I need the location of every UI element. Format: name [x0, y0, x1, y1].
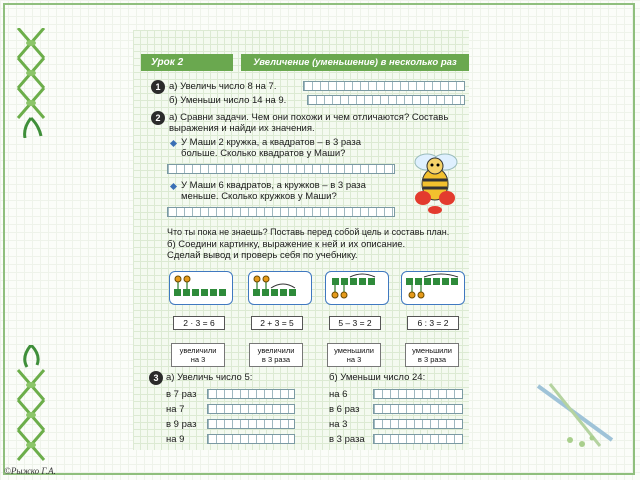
- task-3a-item-4: на 9: [166, 434, 185, 445]
- description-card-3[interactable]: [327, 343, 381, 367]
- task-2-intro-1: а) Сравни задачи. Чем они похожи и чем отличаются? Составь: [169, 112, 449, 123]
- left-vine-bottom-decoration: [14, 345, 48, 465]
- task-3b-item-2: в 6 раз: [329, 404, 360, 415]
- expression-card-3[interactable]: 5 – 3 = 2: [329, 316, 381, 330]
- problem-2-line-2: меньше. Сколько кружков у Маши?: [181, 191, 337, 202]
- description-card-2[interactable]: [249, 343, 303, 367]
- lesson-label: Урок 2: [141, 54, 233, 71]
- task-3b-answer-4[interactable]: [373, 434, 463, 444]
- description-2-line-2: в 3 раза: [261, 355, 291, 364]
- plan-instruction: Что ты пока не знаешь? Поставь перед собой цель и составь план.: [167, 227, 450, 237]
- part-b-line-1: б) Соедини картинку, выражение к ней и их описание.: [167, 239, 406, 250]
- description-3-line-1: уменьшили: [334, 346, 374, 355]
- task-2-intro-2: выражения и найди их значения.: [169, 123, 315, 134]
- task-3a-answer-3[interactable]: [207, 419, 295, 429]
- problem-1-line-1: У Маши 2 кружка, а квадратов – в 3 раза: [181, 137, 361, 148]
- task-3a-item-1: в 7 раз: [166, 389, 197, 400]
- task-3b-item-3: на 3: [329, 419, 348, 430]
- expression-card-4[interactable]: 6 : 3 = 2: [407, 316, 459, 330]
- circles-squares-picture-4: [402, 272, 464, 304]
- description-card-1[interactable]: [171, 343, 225, 367]
- problem-2-line-1: У Маши 6 квадратов, а кружков – в 3 раза: [181, 180, 366, 191]
- task-3b-answer-3[interactable]: [373, 419, 463, 429]
- task-3b-item-1: на 6: [329, 389, 348, 400]
- problem-1-line-2: больше. Сколько квадратов у Маши?: [181, 148, 346, 159]
- problem-2-answer-cells[interactable]: [167, 207, 395, 217]
- description-1-line-1: увеличили: [179, 346, 217, 355]
- picture-card-1[interactable]: [169, 271, 233, 305]
- task-3b-answer-2[interactable]: [373, 404, 463, 414]
- description-4-line-2: в 3 раза: [417, 355, 447, 364]
- picture-card-2[interactable]: [248, 271, 312, 305]
- bee-character-illustration: [405, 148, 465, 218]
- task-2-number: 2: [151, 111, 165, 125]
- problem-2-bullet: [170, 183, 177, 190]
- task-1a-answer-cells[interactable]: [303, 81, 465, 91]
- expression-card-2[interactable]: 2 + 3 = 5: [251, 316, 303, 330]
- pencils-decoration: [530, 380, 620, 450]
- task-1-line-b: б) Уменьши число 14 на 9.: [169, 95, 287, 106]
- description-card-4[interactable]: [405, 343, 459, 367]
- circles-squares-picture-3: [326, 272, 388, 304]
- task-1b-answer-cells[interactable]: [307, 95, 465, 105]
- task-3b-answer-1[interactable]: [373, 389, 463, 399]
- task-3-right-title: б) Уменьши число 24:: [329, 372, 426, 383]
- picture-card-4[interactable]: [401, 271, 465, 305]
- task-3a-answer-2[interactable]: [207, 404, 295, 414]
- workbook-page: [133, 30, 469, 450]
- task-3a-answer-1[interactable]: [207, 389, 295, 399]
- expression-card-1[interactable]: 2 · 3 = 6: [173, 316, 225, 330]
- task-3a-item-3: в 9 раз: [166, 419, 197, 430]
- problem-1-bullet: [170, 140, 177, 147]
- part-b-line-2: Сделай вывод и проверь себя по учебнику.: [167, 250, 358, 261]
- description-3-line-2: на 3: [346, 355, 362, 364]
- description-4-line-1: уменьшили: [412, 346, 452, 355]
- description-2-line-1: увеличили: [257, 346, 295, 355]
- description-1-line-2: на 3: [190, 355, 206, 364]
- left-vine-top-decoration: [14, 28, 48, 138]
- task-3-number: 3: [149, 371, 163, 385]
- task-1-number: 1: [151, 80, 165, 94]
- task-3-left-title: а) Увеличь число 5:: [166, 372, 253, 383]
- circles-squares-picture-2: [249, 272, 311, 304]
- circles-squares-picture-1: [170, 272, 232, 304]
- task-1-line-a: а) Увеличь число 8 на 7.: [169, 81, 277, 92]
- picture-card-3[interactable]: [325, 271, 389, 305]
- task-3a-item-2: на 7: [166, 404, 185, 415]
- problem-1-answer-cells[interactable]: [167, 164, 395, 174]
- author-credit: ©Рыжко Г.А.: [4, 466, 56, 476]
- lesson-topic: Увеличение (уменьшение) в несколько раз: [241, 54, 469, 71]
- task-3a-answer-4[interactable]: [207, 434, 295, 444]
- task-3b-item-4: в 3 раза: [329, 434, 365, 445]
